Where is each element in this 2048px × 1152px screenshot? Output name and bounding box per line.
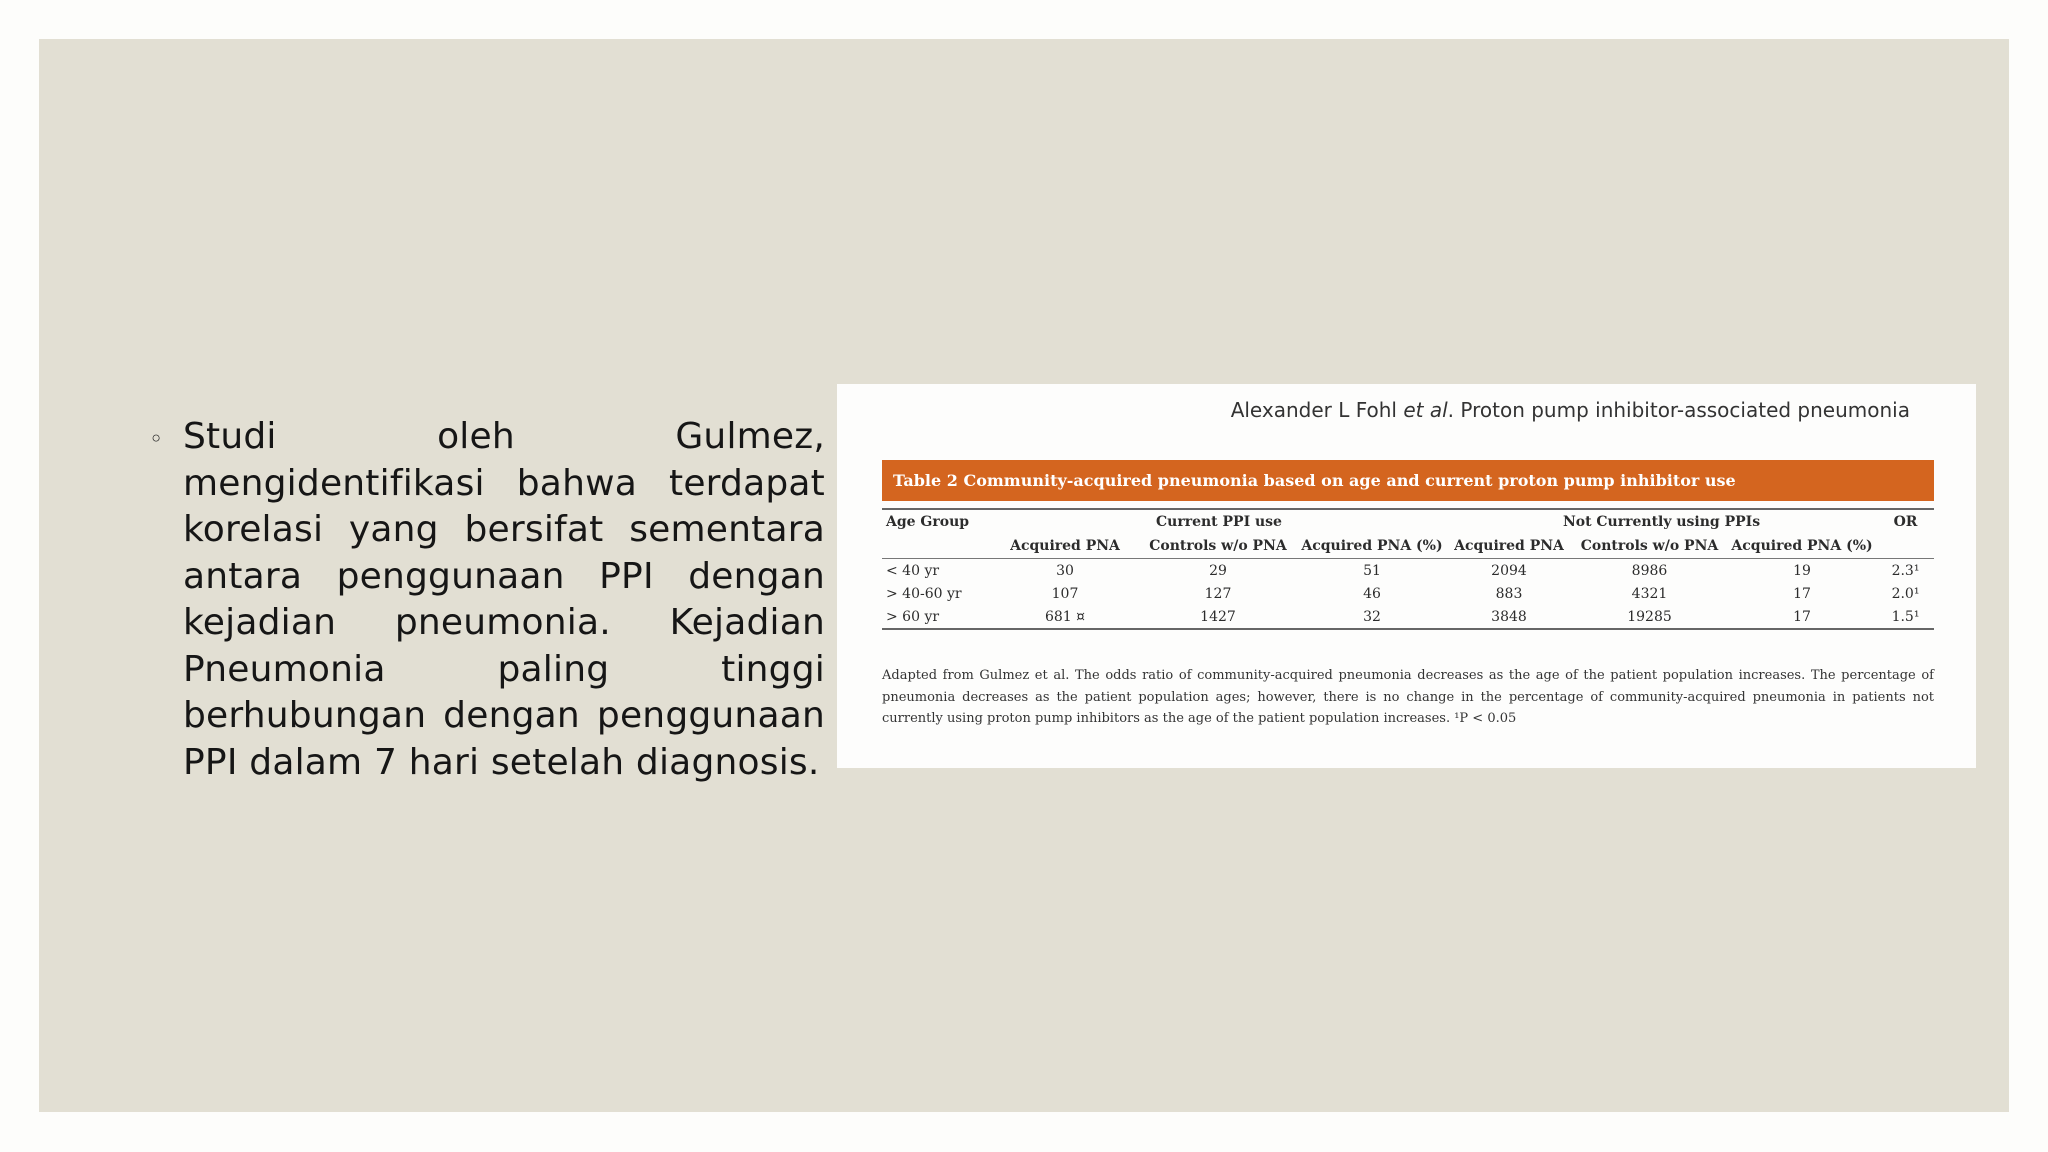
table-cell: 883 — [1495, 585, 1523, 602]
table-cell: 19285 — [1572, 605, 1727, 629]
table-row — [882, 559, 1934, 583]
table-row — [882, 582, 1934, 605]
table-figure-image — [837, 384, 1976, 768]
header-age-group: Age Group — [882, 509, 992, 534]
header-blank — [882, 534, 992, 559]
bullet-marker-icon: ◦ — [149, 425, 164, 453]
table-cell: 4321 — [1631, 585, 1668, 602]
header-blank — [1877, 534, 1934, 559]
table-cell: 1.5¹ — [1877, 605, 1934, 629]
bullet-text: Studi oleh Gulmez, mengidentifikasi bahwa terdapat korelasi yang bersifat sementara antara penggunaan PPI dengan kejadian pneumonia. Kejadian Pneumonia paling tinggi berhubungan dengan penggunaan PPI dalam 7 hari setelah diagnosis. — [183, 416, 825, 783]
table-cell: 46 — [1363, 585, 1381, 602]
table-cell: 2094 — [1491, 562, 1527, 579]
table-cell: 2.0¹ — [1891, 585, 1920, 602]
header-rest: . Proton pump inhibitor-associated pneumonia — [1447, 398, 1910, 422]
data-table — [882, 508, 1934, 630]
table-cell: 1427 — [1138, 605, 1298, 629]
table-cell: > 60 yr — [882, 605, 992, 629]
table-cell: 3848 — [1446, 605, 1572, 629]
table-cell: 107 — [1051, 585, 1079, 602]
column-header: Acquired PNA (%) — [1727, 534, 1877, 559]
table-cell: 17 — [1727, 605, 1877, 629]
table-cell: > 40-60 yr — [886, 585, 962, 602]
table-cell: 19 — [1793, 562, 1811, 579]
header-not-current-ppi: Not Currently using PPIs — [1446, 509, 1877, 534]
table-cell: 51 — [1363, 562, 1381, 579]
table-cell: 30 — [1056, 562, 1074, 579]
table-cell: 32 — [1298, 605, 1446, 629]
header-etal: et al — [1403, 398, 1448, 422]
table-cell: 8986 — [1631, 562, 1668, 579]
figure-header — [1231, 398, 1910, 422]
column-header: Acquired PNA (%) — [1298, 534, 1446, 559]
table-cell: < 40 yr — [886, 562, 940, 579]
column-header: Controls w/o PNA — [1572, 534, 1727, 559]
column-header: Acquired PNA — [992, 534, 1138, 559]
header-author: Alexander L Fohl — [1230, 398, 1404, 422]
table-cell: 2.3¹ — [1891, 562, 1920, 579]
column-header: Acquired PNA — [1446, 534, 1572, 559]
table-cell: 17 — [1793, 585, 1811, 602]
table-title: Table 2 Community-acquired pneumonia based on age and current proton pump inhibitor use — [882, 460, 1934, 501]
table-cell: 127 — [1204, 585, 1232, 602]
bullet-point — [149, 414, 825, 786]
table-row — [882, 605, 1934, 629]
header-current-ppi: Current PPI use — [992, 509, 1446, 534]
table-cell: 29 — [1209, 562, 1227, 579]
header-or: OR — [1877, 509, 1934, 534]
table-cell: 681 ¤ — [992, 605, 1138, 629]
column-header: Controls w/o PNA — [1138, 534, 1298, 559]
table-footnote: Adapted from Gulmez et al. The odds ratio of community-acquired pneumonia decreases as the age of the patient population increases. The percentage of pneumonia decreases as the patient population ages; however, there is no change in the percentage of community-acquired pneumonia in patients not currently using proton pump inhibitors as the age of the patient population increases. ¹P < 0.05 — [882, 668, 1934, 726]
